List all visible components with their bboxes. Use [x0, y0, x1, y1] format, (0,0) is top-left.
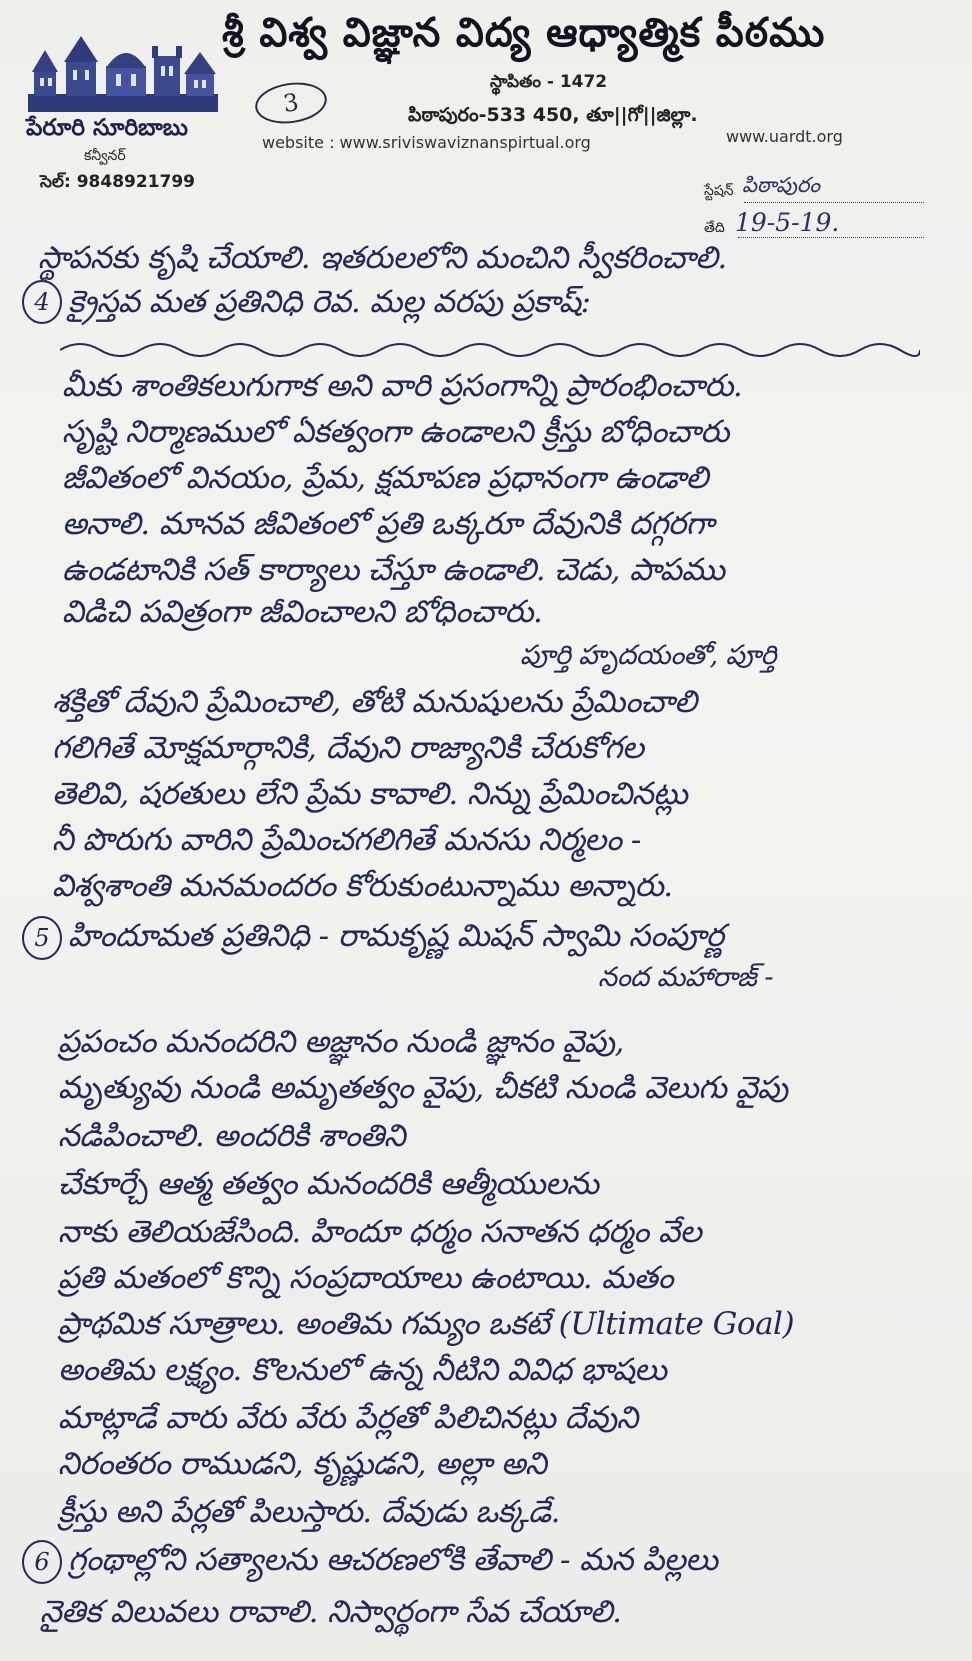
item-marker: 5 — [22, 916, 62, 960]
hw-line: స్థాపనకు కృషి చేయాలి. ఇతరులలోని మంచిని స్వీకరించాలి. — [38, 240, 727, 276]
item-marker: 4 — [22, 280, 62, 324]
convener-name: పేరూరి సూరిబాబు — [26, 115, 189, 141]
hw-line: జీవితంలో వినయం, ప్రేమ, క్షమాపణ ప్రధానంగా ఉండాలి — [62, 460, 708, 496]
hw-line: చేకూర్చే ఆత్మ తత్వం మనందరికి ఆత్మీయులను — [58, 1166, 599, 1202]
hw-line: పూర్తి హృదయంతో, పూర్తి — [520, 640, 777, 671]
date-value: 19-5-19. — [735, 208, 840, 237]
hw-line: ప్రపంచం మనందరిని అజ్ఞానం నుండి జ్ఞానం వైపు, — [58, 1024, 624, 1060]
hw-line: మీకు శాంతికలుగుగాక అని వారి ప్రసంగాన్ని ప్రారంభించారు. — [62, 368, 743, 404]
item-marker: 6 — [22, 1540, 62, 1584]
hw-line: నీ పొరుగు వారిని ప్రేమించగలిగితే మనసు నిర్మలం - — [52, 822, 641, 858]
established-year: స్థాపితం - 1472 — [490, 72, 608, 92]
hw-line: గ్రంథాల్లోని సత్యాలను ఆచరణలోకి తేవాలి - మన పిల్లలు — [68, 1542, 718, 1578]
organization-name: శ్రీ విశ్వ విజ్ఞాన విద్య ఆధ్యాత్మిక పీఠము — [222, 10, 826, 56]
hw-line: అనాలి. మానవ జీవితంలో ప్రతి ఒక్కరూ దేవునికి దగ్గరగా — [62, 506, 714, 542]
hw-line: నిరంతరం రాముడని, కృష్ణుడని, అల్లా అని — [58, 1446, 547, 1482]
hw-line: తెలివి, షరతులు లేని ప్రేమ కావాలి. నిన్ను ప్రేమించినట్లు — [52, 776, 688, 812]
hw-line: క్రీస్తు అని పేర్లతో పిలుస్తారు. దేవుడు ఒక్కడే. — [58, 1494, 560, 1530]
hw-line: ఉండటానికి సత్ కార్యాలు చేస్తూ ఉండాలి. చెడు, పాపము — [62, 552, 725, 588]
address: పిఠాపురం-533 450, తూ||గో||జిల్లా. — [408, 104, 698, 126]
hw-line: నైతిక విలువలు రావాలి. నిస్వార్థంగా సేవ చేయాలి. — [40, 1594, 622, 1630]
hw-line: అంతిమ లక్ష్యం. కొలనులో ఉన్న నీటిని వివిధ భాషలు — [58, 1352, 667, 1388]
station-value: పిఠాపురం — [742, 173, 821, 197]
hw-line: మాట్లాడే వారు వేరు వేరు పేర్లతో పిలిచినట్లు దేవుని — [58, 1400, 638, 1436]
station-label: స్టేషన్ — [704, 183, 734, 199]
cell-number: సెల్: 9848921799 — [40, 172, 195, 192]
hw-line: ప్రాథమిక సూత్రాలు. అంతిమ గమ్యం ఒకటే (Ultimate Goal) — [58, 1306, 795, 1342]
website2-link: www.uardt.org — [726, 127, 843, 146]
hw-line: నడిపించాలి. అందరికి శాంతిని — [58, 1118, 406, 1154]
hw-line: విశ్వశాంతి మనమందరం కోరుకుంటున్నాము అన్నారు. — [52, 868, 673, 904]
hw-line: క్రైస్తవ మత ప్రతినిధి రెవ. మల్ల వరపు ప్రకాష్: — [68, 284, 591, 320]
website-link: website : www.sriviswaviznanspirtual.org — [262, 133, 591, 152]
hw-line: విడిచి పవిత్రంగా జీవించాలని బోధించారు. — [62, 594, 543, 630]
wavy-underline-icon — [60, 338, 920, 362]
hw-line: శక్తితో దేవుని ప్రేమించాలి, తోటి మనుషులను ప్రేమించాలి — [52, 684, 697, 720]
hw-line: నాకు తెలియజేసింది. హిందూ ధర్మం సనాతన ధర్మం వేల — [58, 1214, 702, 1250]
hw-line: గలిగితే మోక్షమార్గానికి, దేవుని రాజ్యానికి చేరుకోగల — [52, 730, 644, 766]
hw-line: హిందూమత ప్రతినిధి - రామకృష్ణ మిషన్ స్వామి సంపూర్ణ — [68, 918, 724, 954]
hw-line: ప్రతి మతంలో కొన్ని సంప్రదాయాలు ఉంటాయి. మతం — [58, 1260, 674, 1296]
date-label: తేది — [704, 220, 725, 236]
convener-role: కన్వీనర్ — [84, 148, 126, 164]
hw-line: సృష్టి నిర్మాణములో ఏకత్వంగా ఉండాలని క్రీస్తు బోధించారు — [62, 414, 729, 450]
hw-line: మృత్యువు నుండి అమృతత్వం వైపు, చీకటి నుండి వెలుగు వైపు — [58, 1070, 788, 1106]
hw-line: నంద మహారాజ్ - — [598, 962, 773, 993]
page-number: 3 — [253, 78, 330, 128]
